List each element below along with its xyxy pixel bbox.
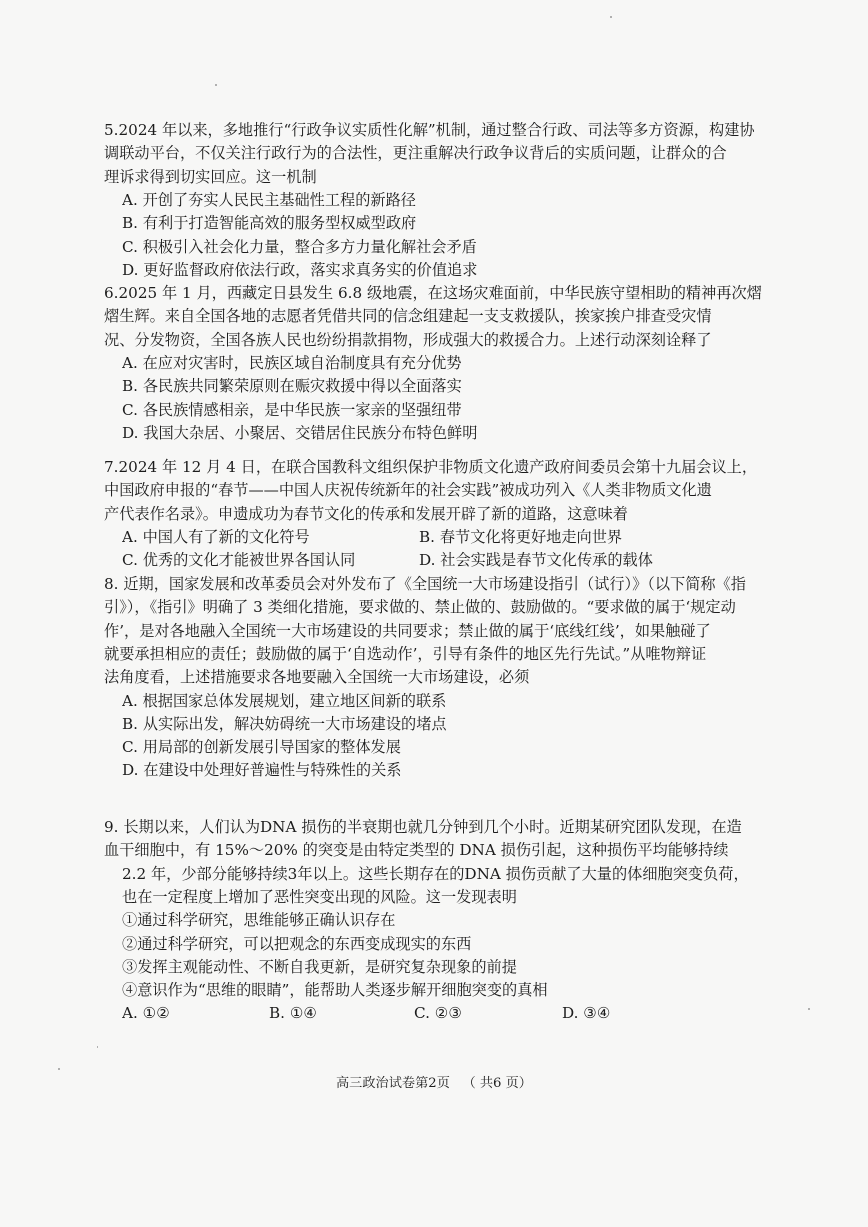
scan-speck: [215, 84, 217, 86]
question-9-option-c: C. ②③: [414, 1004, 462, 1023]
question-6-option-c: C. 各民族情感相亲，是中华民族一家亲的坚强纽带: [122, 400, 462, 419]
question-9-statement-1: ①通过科学研究，思维能够正确认识存在: [122, 911, 396, 930]
question-7-stem-line-3: 产代表作名录》。申遗成功为春节文化的传承和发展开辟了新的道路，这意味着: [104, 504, 628, 523]
question-5-stem-line-2: 调联动平台，不仅关注行政行为的合法性，更注重解决行政争议背后的实质问题，让群众的合: [104, 144, 727, 163]
question-8-option-a: A. 根据国家总体发展规划，建立地区间新的联系: [122, 691, 447, 710]
question-5-option-b: B. 有利于打造智能高效的服务型权威型政府: [122, 214, 417, 233]
question-6-stem-line-2: 熠生辉。来自全国各地的志愿者凭借共同的信念组建起一支支救援队，挨家挨户排查受灾情: [104, 307, 712, 326]
question-6-stem-line-3: 况、分发物资，全国各族人民也纷纷捐款捐物，形成强大的救援合力。上述行动深刻诠释了: [104, 330, 712, 349]
question-7-option-c: C. 优秀的文化才能被世界各国认同: [122, 551, 356, 570]
question-9-option-a: A. ①②: [122, 1004, 170, 1023]
scan-speck: [97, 1046, 98, 1048]
question-9-option-d: D. ③④: [562, 1004, 611, 1023]
question-8-stem-line-1: 8. 近期，国家发展和改革委员会对外发布了《全国统一大市场建设指引（试行）》（以下简称《指: [104, 575, 746, 593]
question-9-statement-3: ③发挥主观能动性、不断自我更新，是研究复杂现象的前提: [122, 957, 517, 976]
question-5-stem-line-3: 理诉求得到切实回应。这一机制: [104, 167, 317, 186]
question-7-option-d: D. 社会实践是春节文化传承的载体: [419, 551, 653, 570]
question-8-option-d: D. 在建设中处理好普遍性与特殊性的关系: [122, 761, 402, 780]
question-6-option-d: D. 我国大杂居、小聚居、交错居住民族分布特色鲜明: [122, 423, 478, 442]
question-9-stem-line-4: 也在一定程度上增加了恶性突变出现的风险。这一发现表明: [122, 887, 517, 906]
question-8-option-b: B. 从实际出发，解决妨碍统一大市场建设的堵点: [122, 714, 447, 733]
question-9-option-b: B. ①④: [269, 1004, 318, 1023]
scan-speck: [610, 16, 612, 18]
question-6-option-a: A. 在应对灾害时，民族区域自治制度具有充分优势: [122, 353, 462, 372]
question-5-stem-line-1: 5.2024 年以来，多地推行“行政争议实质性化解”机制，通过整合行政、司法等多方资源，构建协: [104, 121, 755, 139]
question-8-option-c: C. 用局部的创新发展引导国家的整体发展: [122, 738, 401, 757]
question-5-option-a: A. 开创了夯实人民民主基础性工程的新路径: [122, 190, 416, 209]
question-9-stem-line-1: 9. 长期以来，人们认为DNA 损伤的半衰期也就几分钟到几个小时。近期某研究团队发现，在造: [104, 818, 742, 836]
question-8-stem-line-2: 引》），《指引》明确了 3 类细化措施，要求做的、禁止做的、鼓励做的。“要求做的属于‘规定动: [104, 598, 736, 617]
question-6-stem-line-1: 6.2025 年 1 月，西藏定日县发生 6.8 级地震，在这场灾难面前，中华民族守望相助的精神再次熠: [104, 284, 762, 302]
question-9-statement-4: ④意识作为“思维的眼睛”，能帮助人类逐步解开细胞突变的真相: [122, 981, 548, 1000]
question-5-option-c: C. 积极引入社会化力量，整合多方力量化解社会矛盾: [122, 237, 477, 256]
question-9-stem-line-2: 血干细胞中，有 15%～20% 的突变是由特定类型的 DNA 损伤引起，这种损伤平均能够持续: [104, 841, 729, 860]
scan-speck: [58, 1068, 60, 1070]
page-footer: 高三政治试卷第2页 （ 共6 页）: [336, 1076, 532, 1091]
question-5-option-d: D. 更好监督政府依法行政，落实求真务实的价值追求: [122, 260, 478, 279]
question-9-statement-2: ②通过科学研究，可以把观念的东西变成现实的东西: [122, 934, 472, 953]
question-7-option-b: B. 春节文化将更好地走向世界: [419, 527, 623, 546]
question-7-option-a: A. 中国人有了新的文化符号: [122, 527, 310, 546]
question-9-stem-line-3: 2.2 年，少部分能够持续3年以上。这些长期存在的DNA 损伤贡献了大量的体细胞突变负荷，: [122, 864, 749, 883]
question-6-option-b: B. 各民族共同繁荣原则在赈灾救援中得以全面落实: [122, 377, 462, 396]
question-7-stem-line-2: 中国政府申报的“春节——中国人庆祝传统新年的社会实践”被成功列入《人类非物质文化遗: [104, 481, 712, 500]
scan-speck: [808, 1008, 810, 1010]
question-8-stem-line-4: 就要承担相应的责任；鼓励做的属于‘自选动作’，引导有条件的地区先行先试。”从唯物辩证: [104, 644, 707, 663]
question-7-stem-line-1: 7.2024 年 12 月 4 日，在联合国教科文组织保护非物质文化遗产政府间委员会第十九届会议上，: [104, 458, 758, 476]
question-8-stem-line-3: 作’，是对各地融入全国统一大市场建设的共同要求；禁止做的属于‘底线红线’，如果触碰了: [104, 621, 711, 640]
question-8-stem-line-5: 法角度看，上述措施要求各地要融入全国统一大市场建设，必须: [104, 668, 530, 687]
